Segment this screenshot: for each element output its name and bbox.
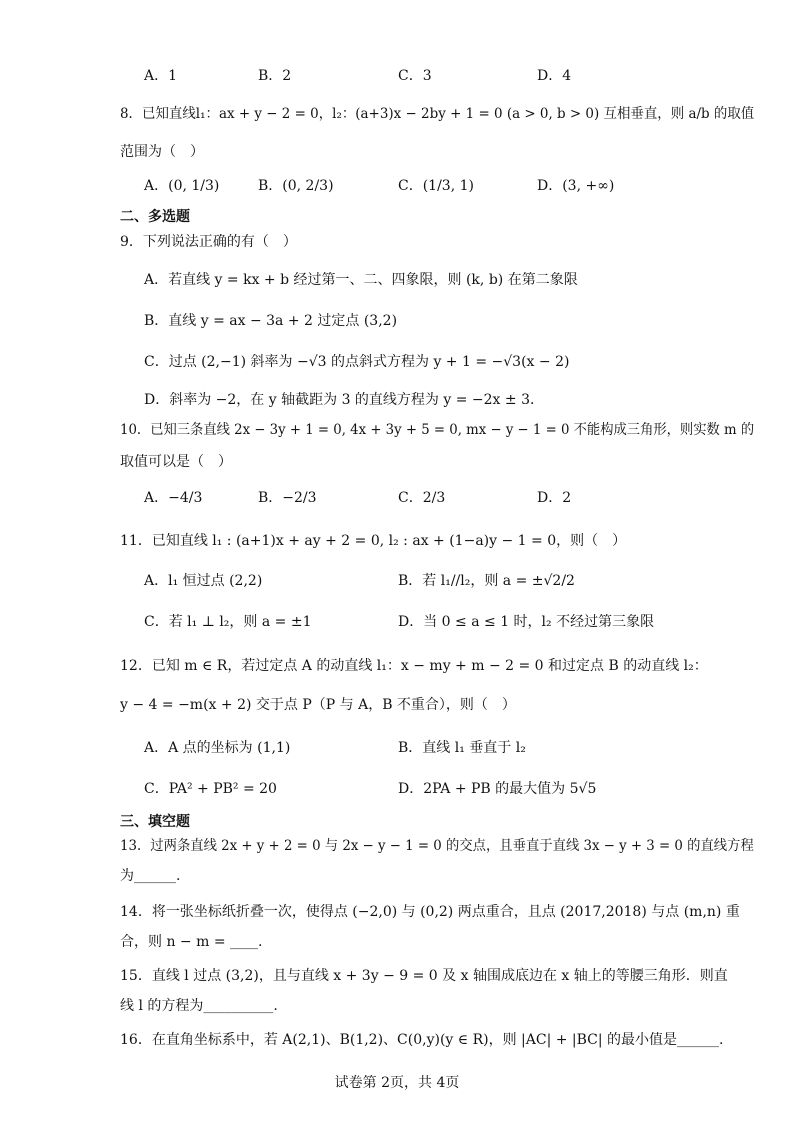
q8-stem-line2: 范围为（ ） xyxy=(120,144,204,160)
q11-option-d: D．当 0 ≤ a ≤ 1 时，l₂ 不经过第三象限 xyxy=(398,614,655,630)
q12-option-b: B．直线 l₁ 垂直于 l₂ xyxy=(398,740,526,756)
q9-option-c: C．过点 (2,−1) 斜率为 −√3 的点斜式方程为 y + 1 = −√3(x − 2) xyxy=(144,354,570,370)
q10-stem-line1: 10．已知三条直线 2x − 3y + 1 = 0, 4x + 3y + 5 = 0, mx − y − 1 = 0 不能构成三角形，则实数 m 的 xyxy=(120,422,755,438)
q10-stem-line2: 取值可以是（ ） xyxy=(120,454,232,470)
q12-option-d: D．2PA + PB 的最大值为 5√5 xyxy=(398,781,597,797)
q8-stem-line1: 8．已知直线l₁：ax + y − 2 = 0，l₂：(a+3)x − 2by + 1 = 0 (a > 0, b > 0) 互相垂直，则 a/b 的取值 xyxy=(120,106,755,122)
section-heading-multiple-choice: 二、多选题 xyxy=(120,209,190,225)
q14-stem-line1: 14．将一张坐标纸折叠一次，使得点 (−2,0) 与 (0,2) 两点重合，且点 (2017,2018) 与点 (m,n) 重 xyxy=(120,904,740,920)
page-footer: 试卷第 2页，共 4页 xyxy=(334,1075,460,1091)
q9-option-a: A．若直线 y = kx + b 经过第一、二、四象限，则 (k, b) 在第二象限 xyxy=(144,272,578,288)
q15-stem-line1: 15．直线 l 过点 (3,2)，且与直线 x + 3y − 9 = 0 及 x 轴围成底边在 x 轴上的等腰三角形．则直 xyxy=(120,968,728,984)
q10-option-a: A．−4/3 xyxy=(144,490,203,506)
section-heading-fill-in: 三、填空题 xyxy=(120,814,190,830)
q15-stem-line2: 线 l 的方程为__________. xyxy=(120,998,278,1014)
q11-option-c: C．若 l₁ ⊥ l₂，则 a = ±1 xyxy=(144,614,312,630)
q8-option-d: D．(3, +∞) xyxy=(537,178,615,194)
q7-option-a: A．1 xyxy=(144,68,178,84)
q10-option-b: B．−2/3 xyxy=(258,490,317,506)
q12-option-a: A．A 点的坐标为 (1,1) xyxy=(144,740,291,756)
q9-stem: 9．下列说法正确的有（ ） xyxy=(120,234,297,250)
q7-option-b: B．2 xyxy=(258,68,292,84)
q13-stem-line2: 为______. xyxy=(120,868,181,884)
q14-stem-line2: 合，则 n − m = ____. xyxy=(120,934,263,950)
q9-option-d: D．斜率为 −2，在 y 轴截距为 3 的直线方程为 y = −2x ± 3． xyxy=(144,392,544,408)
q8-option-a: A．(0, 1/3) xyxy=(144,178,220,194)
q12-stem-line1: 12．已知 m ∈ R，若过定点 A 的动直线 l₁：x − my + m − 2 = 0 和过定点 B 的动直线 l₂： xyxy=(120,658,708,674)
q10-option-c: C．2/3 xyxy=(398,490,446,506)
q16-stem: 16．在直角坐标系中，若 A(2,1)、B(1,2)、C(0,y)(y ∈ R)，则 |AC| + |BC| 的最小值是______. xyxy=(120,1032,724,1048)
q12-option-c: C．PA² + PB² = 20 xyxy=(144,781,277,797)
q9-option-b: B．直线 y = ax − 3a + 2 过定点 (3,2) xyxy=(144,313,398,329)
q13-stem-line1: 13．过两条直线 2x + y + 2 = 0 与 2x − y − 1 = 0 的交点，且垂直于直线 3x − y + 3 = 0 的直线方程 xyxy=(120,838,754,854)
q8-option-c: C．(1/3, 1) xyxy=(398,178,474,194)
q10-option-d: D．2 xyxy=(537,490,572,506)
q12-stem-line2: y − 4 = −m(x + 2) 交于点 P（P 与 A，B 不重合），则（ ） xyxy=(120,697,516,713)
q7-option-d: D．4 xyxy=(537,68,572,84)
q8-option-b: B．(0, 2/3) xyxy=(258,178,334,194)
q11-option-b: B．若 l₁//l₂，则 a = ±√2/2 xyxy=(398,573,575,589)
q11-option-a: A．l₁ 恒过点 (2,2) xyxy=(144,573,263,589)
q7-option-c: C．3 xyxy=(398,68,432,84)
q11-stem: 11．已知直线 l₁ : (a+1)x + ay + 2 = 0, l₂ : ax + (1−a)y − 1 = 0，则（ ） xyxy=(120,533,627,549)
